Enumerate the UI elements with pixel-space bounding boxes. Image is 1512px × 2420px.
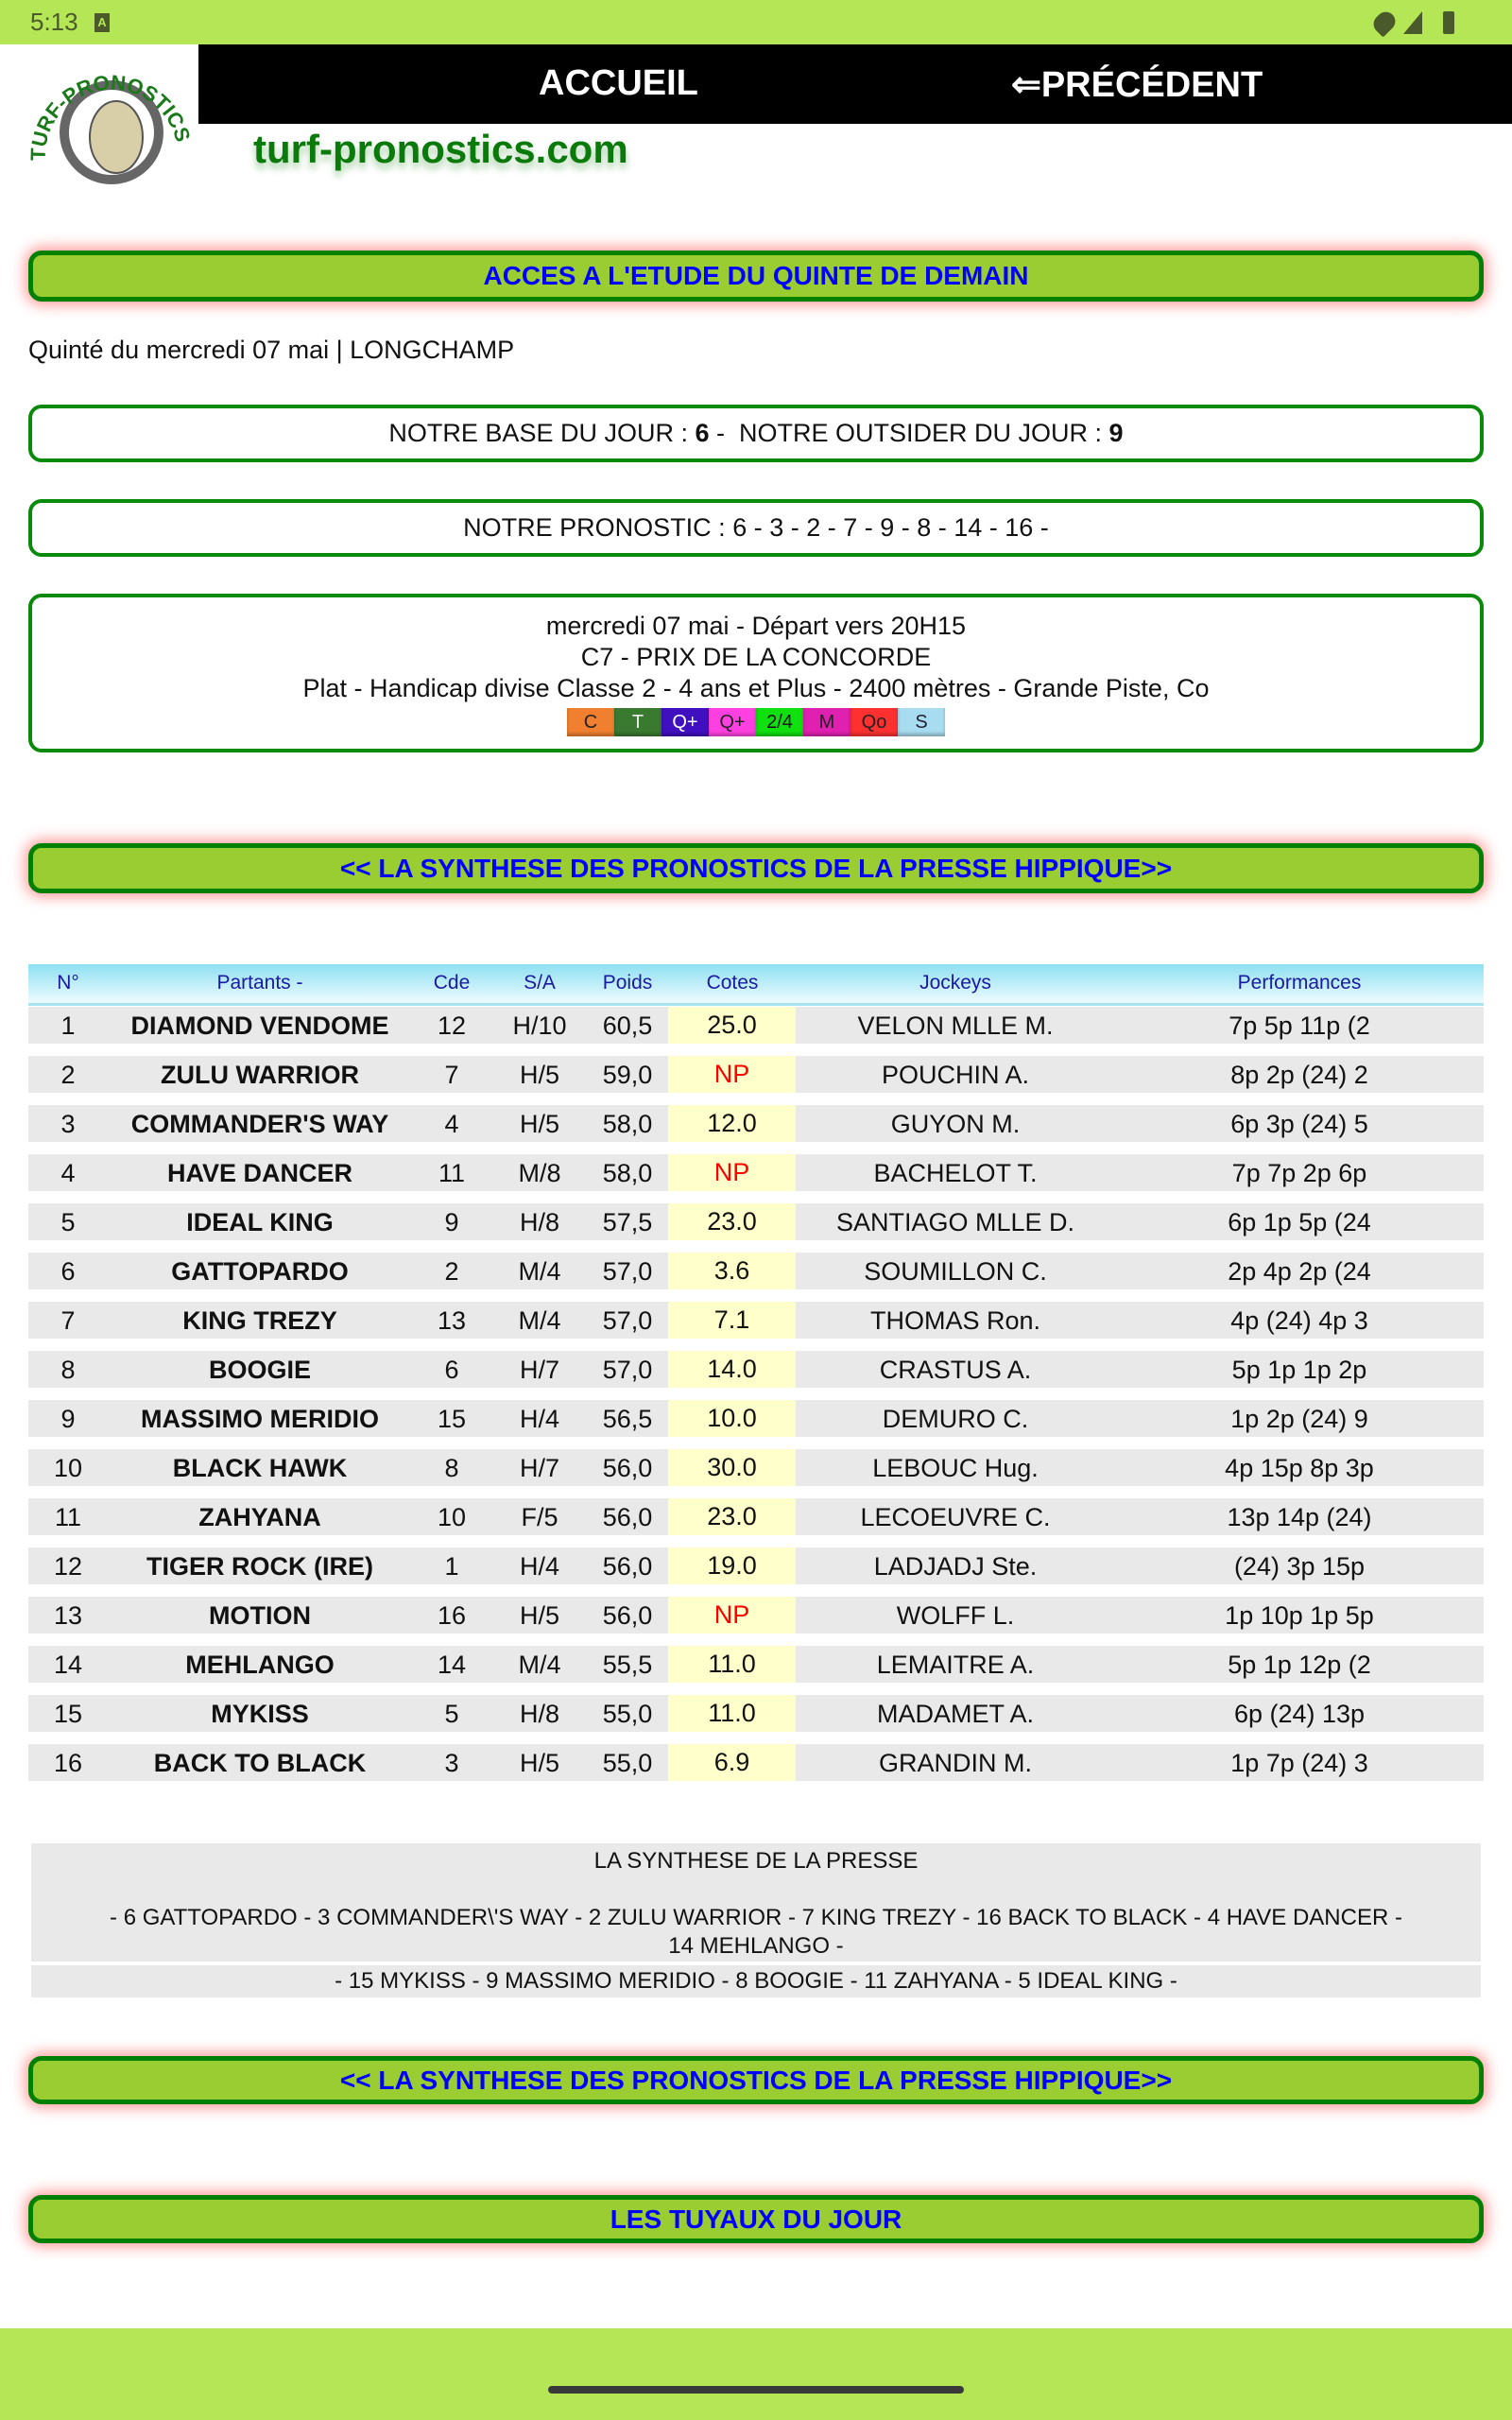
performances: 5p 1p 12p (2 bbox=[1228, 1651, 1371, 1679]
table-row[interactable] bbox=[28, 1646, 1484, 1683]
runner-name: MASSIMO MERIDIO bbox=[140, 1405, 380, 1433]
sex-age: H/7 bbox=[519, 1356, 560, 1384]
synthesis-line: - 6 GATTOPARDO - 3 COMMANDER\'S WAY - 2 ZULU WARRIOR - 7 KING TREZY - 16 BACK TO BLACK - 4 HAVE DANCER - bbox=[110, 1905, 1402, 1930]
draw: 2 bbox=[444, 1257, 459, 1286]
separator: - bbox=[709, 419, 732, 447]
draw: 7 bbox=[444, 1061, 459, 1089]
draw: 10 bbox=[437, 1503, 467, 1531]
performances: 1p 2p (24) 9 bbox=[1230, 1405, 1368, 1433]
odds: 10.0 bbox=[668, 1400, 796, 1437]
performances: 4p (24) 4p 3 bbox=[1230, 1306, 1368, 1335]
bet-badge[interactable]: C bbox=[567, 708, 614, 736]
performances: 8p 2p (24) 2 bbox=[1230, 1061, 1368, 1089]
wifi-icon bbox=[1369, 8, 1399, 37]
table-row[interactable] bbox=[28, 1498, 1484, 1535]
weight: 56,0 bbox=[602, 1552, 653, 1581]
draw: 9 bbox=[444, 1208, 459, 1236]
signal-icon bbox=[1403, 11, 1422, 34]
runner-name: HAVE DANCER bbox=[166, 1159, 353, 1187]
synthesis-title: LA SYNTHESE DE LA PRESSE bbox=[593, 1848, 919, 1874]
weight: 55,5 bbox=[602, 1651, 653, 1679]
runner-name: BLACK HAWK bbox=[172, 1454, 348, 1482]
header-runner-number[interactable]: N° bbox=[57, 972, 79, 994]
sex-age: H/10 bbox=[512, 1011, 567, 1040]
table-row[interactable] bbox=[28, 1744, 1484, 1781]
synthesis-line-others: - 15 MYKISS - 9 MASSIMO MERIDIO - 8 BOOGIE - 11 ZAHYANA - 5 IDEAL KING - bbox=[31, 1965, 1481, 1997]
performances: 7p 5p 11p (2 bbox=[1228, 1011, 1370, 1040]
weight: 58,0 bbox=[602, 1159, 653, 1187]
gesture-handle[interactable] bbox=[548, 2386, 964, 2394]
sex-age: M/4 bbox=[518, 1306, 561, 1335]
base-box bbox=[28, 405, 1484, 462]
weight: 59,0 bbox=[602, 1061, 653, 1089]
runner-name: BACK TO BLACK bbox=[153, 1749, 367, 1777]
performances: 4p 15p 8p 3p bbox=[1225, 1454, 1374, 1482]
odds: 14.0 bbox=[668, 1351, 796, 1388]
draw: 13 bbox=[437, 1306, 467, 1335]
bet-badge[interactable]: S bbox=[898, 708, 945, 736]
odds: 30.0 bbox=[668, 1449, 796, 1486]
sex-age: H/5 bbox=[519, 1749, 560, 1777]
runner-number: 3 bbox=[60, 1110, 76, 1138]
bet-badge[interactable]: Q+ bbox=[662, 708, 709, 736]
sex-age: H/8 bbox=[519, 1700, 560, 1728]
status-bar bbox=[0, 0, 1512, 44]
draw: 12 bbox=[437, 1011, 467, 1040]
pronostic-text: NOTRE PRONOSTIC : 6 - 3 - 2 - 7 - 9 - 8 - 14 - 16 - bbox=[463, 513, 1049, 542]
runner-name: MYKISS bbox=[211, 1700, 309, 1728]
jockey: LEMAITRE A. bbox=[876, 1651, 1035, 1679]
draw: 5 bbox=[444, 1700, 459, 1728]
odds: 23.0 bbox=[668, 1203, 796, 1240]
jockey: SANTIAGO MLLE D. bbox=[835, 1208, 1075, 1236]
odds: NP bbox=[668, 1056, 796, 1093]
performances: 13p 14p (24) bbox=[1227, 1503, 1372, 1531]
runner-name: IDEAL KING bbox=[186, 1208, 334, 1236]
sex-age: F/5 bbox=[521, 1503, 558, 1531]
nav-home-link[interactable]: ACCUEIL bbox=[539, 63, 698, 103]
draw: 8 bbox=[444, 1454, 459, 1482]
odds: 7.1 bbox=[668, 1302, 796, 1339]
sex-age: H/8 bbox=[519, 1208, 560, 1236]
runner-number: 14 bbox=[53, 1651, 83, 1679]
weight: 57,5 bbox=[602, 1208, 653, 1236]
bet-badge[interactable]: 2/4 bbox=[756, 708, 803, 736]
system-nav-bar bbox=[0, 2328, 1512, 2420]
jockey: DEMURO C. bbox=[882, 1405, 1029, 1433]
header-runner-name[interactable]: Partants - bbox=[216, 972, 303, 994]
table-row[interactable] bbox=[28, 1105, 1484, 1142]
press-synthesis-box bbox=[31, 1843, 1481, 1962]
performances: 6p (24) 13p bbox=[1233, 1700, 1366, 1728]
table-row[interactable] bbox=[28, 1449, 1484, 1486]
header-odds[interactable]: Cotes bbox=[706, 972, 759, 994]
battery-icon bbox=[1443, 11, 1454, 34]
table-row[interactable] bbox=[28, 1695, 1484, 1732]
runner-name: ZAHYANA bbox=[198, 1503, 321, 1531]
runner-number: 2 bbox=[60, 1061, 76, 1089]
performances: 6p 3p (24) 5 bbox=[1230, 1110, 1368, 1138]
bet-badge[interactable]: M bbox=[803, 708, 850, 736]
outsider-label: NOTRE OUTSIDER DU JOUR : bbox=[739, 419, 1109, 447]
table-row[interactable] bbox=[28, 1154, 1484, 1191]
race-name: C7 - PRIX DE LA CONCORDE bbox=[580, 642, 932, 671]
runner-name: TIGER ROCK (IRE) bbox=[146, 1552, 373, 1581]
sex-age: M/4 bbox=[518, 1651, 561, 1679]
table-row[interactable] bbox=[28, 1547, 1484, 1584]
odds: 23.0 bbox=[668, 1498, 796, 1535]
clock: 5:13 bbox=[30, 8, 78, 36]
bet-badge[interactable]: Q+ bbox=[709, 708, 756, 736]
sex-age: M/8 bbox=[518, 1159, 561, 1187]
draw: 3 bbox=[444, 1749, 459, 1777]
base-value: 6 bbox=[695, 419, 710, 447]
performances: 2p 4p 2p (24 bbox=[1228, 1257, 1371, 1286]
runner-name: ZULU WARRIOR bbox=[161, 1061, 359, 1089]
table-row[interactable] bbox=[28, 1253, 1484, 1289]
weight: 56,0 bbox=[602, 1454, 653, 1482]
runner-number: 9 bbox=[60, 1405, 76, 1433]
base-line bbox=[388, 418, 1123, 449]
table-row[interactable] bbox=[28, 1203, 1484, 1240]
odds: 6.9 bbox=[668, 1744, 796, 1781]
site-logo[interactable] bbox=[26, 47, 197, 194]
bet-badge[interactable]: Qo bbox=[850, 708, 898, 736]
jockey: LEBOUC Hug. bbox=[872, 1454, 1039, 1482]
odds: NP bbox=[668, 1154, 796, 1191]
sex-age: H/4 bbox=[519, 1552, 560, 1581]
bet-type-badges bbox=[567, 708, 945, 736]
header-jockey[interactable]: Jockeys bbox=[919, 972, 991, 994]
draw: 1 bbox=[444, 1552, 459, 1581]
runner-number: 12 bbox=[53, 1552, 83, 1581]
race-conditions: Plat - Handicap divise Classe 2 - 4 ans et Plus - 2400 mètres - Grande Piste, Co bbox=[302, 673, 1210, 702]
draw: 14 bbox=[437, 1651, 467, 1679]
site-name[interactable]: turf-pronostics.com bbox=[253, 127, 628, 171]
performances: 5p 1p 1p 2p bbox=[1231, 1356, 1367, 1384]
runner-name: MEHLANGO bbox=[185, 1651, 335, 1679]
runner-number: 16 bbox=[53, 1749, 83, 1777]
runner-number: 6 bbox=[60, 1257, 76, 1286]
runner-name: GATTOPARDO bbox=[171, 1257, 349, 1286]
weight: 55,0 bbox=[602, 1700, 653, 1728]
table-row[interactable] bbox=[28, 1400, 1484, 1437]
outsider-value: 9 bbox=[1108, 419, 1124, 447]
weight: 60,5 bbox=[602, 1011, 653, 1040]
jockey: WOLFF L. bbox=[896, 1601, 1015, 1630]
table-row[interactable] bbox=[28, 1007, 1484, 1044]
jockey: LECOEUVRE C. bbox=[860, 1503, 1051, 1531]
odds: 3.6 bbox=[668, 1253, 796, 1289]
jockey: POUCHIN A. bbox=[881, 1061, 1030, 1089]
weight: 57,0 bbox=[602, 1306, 653, 1335]
runner-number: 11 bbox=[54, 1503, 82, 1531]
notification-icon: A bbox=[94, 13, 110, 32]
odds: 19.0 bbox=[668, 1547, 796, 1584]
runner-number: 13 bbox=[53, 1601, 83, 1630]
performances: 6p 1p 5p (24 bbox=[1228, 1208, 1371, 1236]
odds: 11.0 bbox=[668, 1646, 796, 1683]
sex-age: H/4 bbox=[519, 1405, 560, 1433]
odds: 11.0 bbox=[668, 1695, 796, 1732]
runner-name: KING TREZY bbox=[182, 1306, 337, 1335]
performances: 7p 7p 2p 6p bbox=[1231, 1159, 1367, 1187]
runner-number: 1 bbox=[60, 1011, 76, 1040]
base-label: NOTRE BASE DU JOUR : bbox=[388, 419, 696, 447]
header-weight[interactable]: Poids bbox=[602, 972, 653, 994]
jockey: BACHELOT T. bbox=[873, 1159, 1038, 1187]
header-sex-age[interactable]: S/A bbox=[524, 972, 556, 994]
jockey: LADJADJ Ste. bbox=[873, 1552, 1038, 1581]
race-info-box bbox=[28, 594, 1484, 752]
performances: (24) 3p 15p bbox=[1233, 1552, 1366, 1581]
synthesis-line: 14 MEHLANGO - bbox=[668, 1933, 844, 1959]
race-date: mercredi 07 mai - Départ vers 20H15 bbox=[545, 611, 967, 640]
jockey: MADAMET A. bbox=[876, 1700, 1035, 1728]
draw: 15 bbox=[437, 1405, 467, 1433]
runner-name: COMMANDER'S WAY bbox=[130, 1110, 389, 1138]
runner-name: MOTION bbox=[209, 1601, 311, 1630]
runner-name: DIAMOND VENDOME bbox=[130, 1011, 389, 1040]
table-row[interactable] bbox=[28, 1056, 1484, 1093]
runner-number: 10 bbox=[53, 1454, 83, 1482]
jockey: GUYON M. bbox=[890, 1110, 1021, 1138]
svg-text:TURF-PRONOSTICS: TURF-PRONOSTICS bbox=[26, 70, 196, 162]
draw: 4 bbox=[444, 1110, 459, 1138]
press-synthesis-button[interactable]: << LA SYNTHESE DES PRONOSTICS DE LA PRESSE HIPPIQUE>> bbox=[28, 843, 1484, 893]
performances: 1p 7p (24) 3 bbox=[1230, 1749, 1368, 1777]
runner-number: 8 bbox=[60, 1356, 76, 1384]
runner-number: 7 bbox=[60, 1306, 76, 1335]
weight: 56,0 bbox=[602, 1503, 653, 1531]
runner-number: 5 bbox=[60, 1208, 76, 1236]
jockey: CRASTUS A. bbox=[879, 1356, 1032, 1384]
weight: 57,0 bbox=[602, 1356, 653, 1384]
odds: NP bbox=[668, 1597, 796, 1634]
sex-age: H/7 bbox=[519, 1454, 560, 1482]
table-row[interactable] bbox=[28, 1351, 1484, 1388]
jockey: SOUMILLON C. bbox=[864, 1257, 1047, 1286]
top-nav bbox=[198, 44, 1512, 124]
runner-number: 4 bbox=[60, 1159, 76, 1187]
sex-age: H/5 bbox=[519, 1601, 560, 1630]
table-row[interactable] bbox=[28, 1597, 1484, 1634]
runner-name: BOOGIE bbox=[208, 1356, 312, 1384]
weight: 56,0 bbox=[602, 1601, 653, 1630]
tips-of-day-button[interactable]: LES TUYAUX DU JOUR bbox=[28, 2195, 1484, 2243]
sex-age: M/4 bbox=[518, 1257, 561, 1286]
table-header bbox=[28, 964, 1484, 1006]
header-performances[interactable]: Performances bbox=[1237, 972, 1362, 994]
bet-badge[interactable]: T bbox=[614, 708, 662, 736]
quinte-study-button[interactable]: ACCES A L'ETUDE DU QUINTE DE DEMAIN bbox=[28, 251, 1484, 302]
weight: 55,0 bbox=[602, 1749, 653, 1777]
jockey: VELON MLLE M. bbox=[857, 1011, 1054, 1040]
jockey: GRANDIN M. bbox=[879, 1749, 1032, 1777]
performances: 1p 10p 1p 5p bbox=[1225, 1601, 1374, 1630]
press-synthesis-button-bottom[interactable]: << LA SYNTHESE DES PRONOSTICS DE LA PRESSE HIPPIQUE>> bbox=[28, 2056, 1484, 2104]
header-draw[interactable]: Cde bbox=[433, 972, 471, 994]
table-row[interactable] bbox=[28, 1302, 1484, 1339]
quinte-title: Quinté du mercredi 07 mai | LONGCHAMP bbox=[28, 336, 515, 364]
draw: 16 bbox=[437, 1601, 467, 1630]
pronostic-box bbox=[28, 499, 1484, 557]
runner-number: 15 bbox=[53, 1700, 83, 1728]
nav-previous-link[interactable]: ⇐PRÉCÉDENT bbox=[1011, 65, 1263, 105]
weight: 58,0 bbox=[602, 1110, 653, 1138]
sex-age: H/5 bbox=[519, 1110, 560, 1138]
odds: 12.0 bbox=[668, 1105, 796, 1142]
odds: 25.0 bbox=[668, 1007, 796, 1044]
weight: 56,5 bbox=[602, 1405, 653, 1433]
sex-age: H/5 bbox=[519, 1061, 560, 1089]
draw: 11 bbox=[438, 1159, 466, 1187]
weight: 57,0 bbox=[602, 1257, 653, 1286]
jockey: THOMAS Ron. bbox=[869, 1306, 1041, 1335]
draw: 6 bbox=[444, 1356, 459, 1384]
